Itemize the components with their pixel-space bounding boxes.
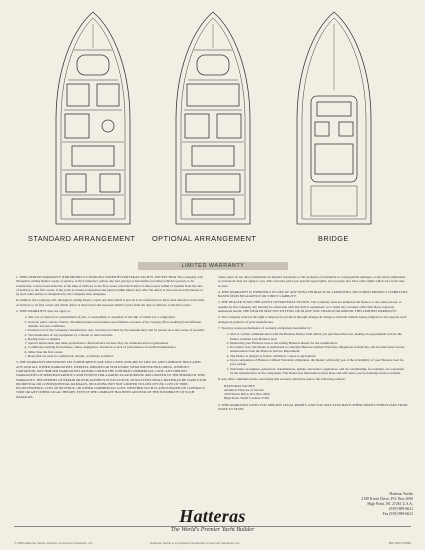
list-item: i. Boats that are used in commercial, charter, or military activities. [28, 354, 206, 358]
tagline: The World's Premier Yacht Builder [170, 527, 255, 533]
hatteras-logo: Hatteras [179, 506, 246, 526]
list-item: b. Gelcoat, paint, canvas, fabrics, chromium plated and stainless steel finishes, because of the varying effect resulting from different climatic and use conditions. [28, 320, 206, 329]
service-steps-list [218, 332, 408, 375]
warranty-paragraph: 5. THE DEALER IS NOT THE AGENT OF HATTERAS YACHTS. The Company does not authorize the Dealer, or any other person, to assume for the Company any liability in connection with any hull or equipment, or to make any warranty other than those expressly authorized herein. THE DEALER MAY NOT EXTEND, OR IN ANY WAY CHANGE OR AMEND, THIS LIMITED WARRANTY. [218, 300, 402, 314]
warranty-paragraph: 1. THIS LIMITED WARRANTY (FOR PRODUCTS MANUFACTURED BY HATTERAS YACHTS, EXCEPT THAT The Company will, through its selling Dealer, repair or replace, at the Company's option, any part (except as hereinafter provided) which is proven, to its satisfaction, to have been defective at the time of delivery to the first owner, and which defect is discovered within 12 months from the date of delivery to the first owner, if the yacht is owned, transported and placed within ninety days after the defect is discovered, in the Dealer or by such other parties as designated by the Company may designate. [16, 275, 204, 297]
footer-code: BR-430/7.0/8/96 [389, 541, 411, 545]
exclusions-list [16, 315, 206, 358]
bridge-label: BRIDGE [318, 234, 349, 243]
warranty-paragraph: 2. THIS WARRANTY does not apply to: [16, 309, 72, 314]
contact-line: 2100 Kivett Drive, P.O. Box 2690 [224, 392, 270, 397]
optional-arrangement-plan [172, 10, 254, 228]
address-line: 2100 Kivett Drive, P.O. Box 2690 [361, 497, 413, 501]
warranty-paragraph: In addition, the Company will, through its selling Dealer, repair any hull which is proven to its satisfaction to have been defective at the time of delivery to its first owner and which defect is discovered and reported within 5 years from the date of delivery to the first owner. [16, 298, 205, 307]
warranty-title: LIMITED WARRANTY [138, 262, 288, 270]
contact-line: HATTERAS YACHTS [224, 383, 255, 388]
address-line: Hatteras Yachts [389, 492, 413, 496]
list-item: f. Special instructions and other performance characteristics because they are estimated and not guaranteed. [28, 341, 206, 345]
optional-arrangement-label: OPTIONAL ARRANGEMENT [152, 234, 257, 243]
warranty-paragraph: Some states do not allow limitations on implied warranties or the exclusion of incidental or consequential damages, so the above limitations or exclusions may not apply to you. This warranty gives you specific legal rights, and you may also have other rights which vary from state to state. [218, 275, 406, 288]
address-line: Fax (919) 889-6621 [382, 512, 413, 516]
list-item: b. Delivering your Hatteras boat to the selling Hatteras Dealer for the examination. [230, 341, 408, 345]
footer-copyright: © 1996 Hatteras Yachts. Division of Genmar Industries, Inc. [14, 541, 94, 545]
list-item: e. Racing boats or engines. [28, 337, 206, 341]
warranty-paragraph: 4. THIS WARRANTY IS EXPRESSLY IN LIEU OF ANY NON-CONTRACTUAL LIABILITIES, INCLUDING PRODUCT LIABILITIES BASED UPON NEGLIGENCE OR STRICT LIABILITY. [218, 289, 408, 299]
warranty-paragraph: 7. You may secure performance of warranty obligations hereunder by: [218, 325, 312, 330]
warranty-right-column [218, 275, 408, 413]
bridge-plan [293, 10, 375, 228]
list-item: a. The cost of removal or reinstallment of part, or reassembly or assembly of the unit of which it is a component. [28, 315, 206, 319]
list-item: d. The installation of any equipment by a Dealer or other installer. [28, 333, 206, 337]
list-item: c. In certain cases, the Dealer is authorized to complete Hatteras Limited Warranty obligations exclusively, and in others must secure authorization from the Hatteras Service Department. [230, 345, 408, 354]
list-item: c. Products not of the Company's manufacture. Any warranty provided by the manufacturer will be passed on to the owner, if possible. [28, 328, 206, 332]
warranty-paragraph: 6. The Company reserves the right to improve its products through changes in design or material without being obligated to incorporate such changes in products of prior manufacture. [218, 315, 407, 324]
contact-line: Attention: Director of Service [224, 387, 265, 392]
list-item: g. Conditions resulting from misuse, abuse, negligence, alteration or lack of performance of normal maintenance. [28, 345, 206, 349]
standard-arrangement-label: STANDARD ARRANGEMENT [28, 234, 136, 243]
list-item: h. Other than the first owner. [28, 350, 206, 354]
list-item: f. Warranties on engines, generators, transmissions, pumps, electronics, appliances, and air conditioning, for example, are warranted by the manufacturer of the component. The Dealer has information about these and will assist you in obtaining service on them. [230, 367, 408, 376]
warranty-disclaimer: 3. THE WARRANTY PROVISIONS SET FORTH ABOVE ARE EXCLUSIVE AND ARE IN LIEU OF, AND COMPANY DISCLAIMS ANY AND ALL OTHER WARRANTIES, EXPRESS, IMPLIED OR STATUTORY, WHATSOEVER INCLUDING, WITHOUT LIMITATION, ANY IMPLIED WARRANTIES ARISING UNDER THE UNIFORM COMMERCIAL CODE. ANY IMPLIED WARRANTIES OF MERCHANTABILITY AND FITNESS FOR A PARTICULAR PURPOSE ARE LIMITED TO THE PERIOD OF THIS WARRANTY. THE REMEDY OF REPAIR OR REPLACEMENT IS EXCLUSIVE. IN NO EVENT SHALL HATTERAS BE LIABLE FOR INCIDENTAL OR CONSEQUENTIAL DAMAGES, INCLUDING BUT NOT LIMITED TO LOSS OF USE, LOSS OF TIME, INCONVENIENCE, LOSS OF REVENUE, OR OTHER COMMERCIAL LOSS, WHETHER SUCH CLAIM IS BASED ON CONTRACT, TORT OR ANY OTHER LEGAL THEORY, EVEN IF THE COMPANY HAS BEEN ADVISED OF THE POSSIBILITY OF SUCH DAMAGES. [16, 360, 206, 399]
standard-arrangement-plan [52, 10, 134, 228]
warranty-left-column [16, 275, 206, 401]
address-line: (919) 889-6621 [389, 507, 413, 511]
address-line: High Point, NC 27261 U.S.A. [367, 502, 413, 506]
deck-plans [0, 0, 425, 248]
footer-trademark: Hatteras Yachts is a registered trademark of Genmar Industries, Inc. [150, 541, 241, 545]
warranty-paragraph: 9. THIS WARRANTY GIVES YOU SPECIFIC LEGAL RIGHTS, AND YOU MAY ALSO HAVE OTHER RIGHTS WHICH VARY FROM STATE TO STATE. [218, 402, 408, 412]
list-item: d. The Dealer is obliged to follow whichever course is appropriate. [230, 354, 408, 358]
list-item: a. Oral or written communication with the Hatteras Dealer from which you purchased the boat, making an appointment to have the Dealer examine your Hatteras boat. [230, 332, 408, 341]
warranty-paragraph: 8. Any other communications concerning this warranty should be sent to the following address: [218, 377, 346, 382]
contact-line: High Point, North Carolina 27261 [224, 396, 270, 401]
service-contact [224, 384, 408, 401]
list-item: e. Upon completion of Hatteras Limited Warranty obligations, the Dealer will notify you of the availability of your Hatteras boat for your pickup. [230, 358, 408, 367]
